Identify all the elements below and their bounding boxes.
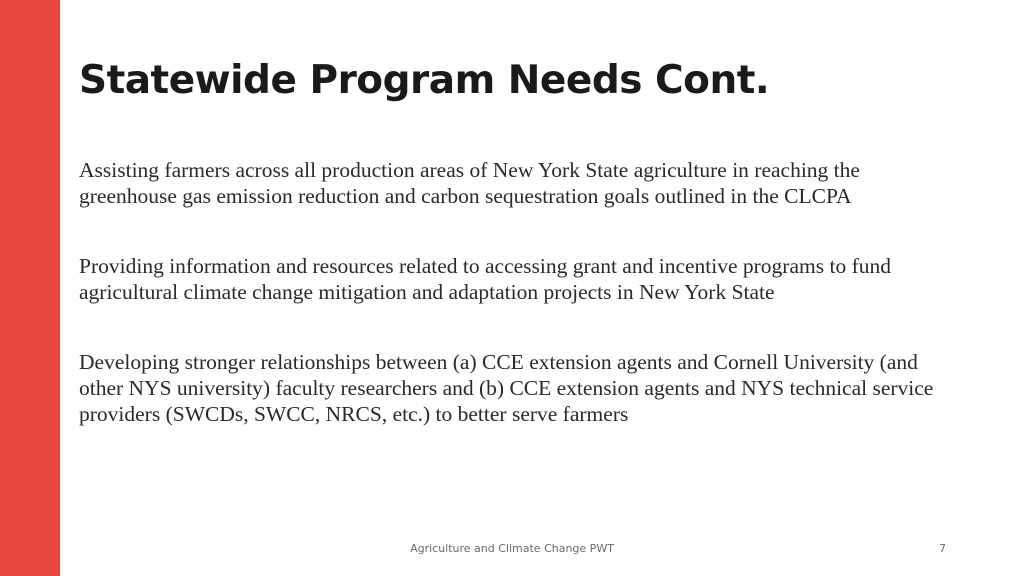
paragraph-3: Developing stronger relationships between (a) CCE extension agents and Cornell University (and other NYS university) faculty researchers and (b) CCE extension agents and NYS technical service providers (SWCDs, SWCC, NRCS, etc.) to better serve farmers bbox=[79, 350, 934, 426]
paragraph-2: Providing information and resources related to accessing grant and incentive programs to fund agricultural climate change mitigation and adaptation projects in New York State bbox=[79, 254, 891, 304]
footer-text: Agriculture and Climate Change PWT bbox=[410, 542, 614, 555]
accent-bar bbox=[0, 0, 60, 576]
page-number: 7 bbox=[939, 542, 946, 555]
slide-body bbox=[79, 157, 959, 471]
paragraph-1: Assisting farmers across all production areas of New York State agriculture in reaching the greenhouse gas emission reduction and carbon sequestration goals outlined in the CLCPA bbox=[79, 158, 860, 208]
slide-title: Statewide Program Needs Cont. bbox=[79, 58, 770, 103]
